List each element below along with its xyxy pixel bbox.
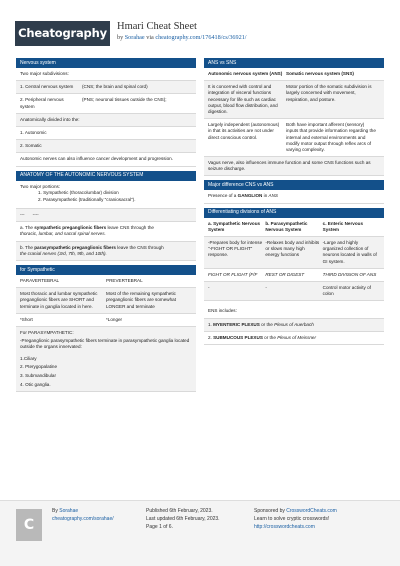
cell: Somatic nervous system (SNS) (286, 71, 354, 76)
cell: a. Sympathetic Nervous System (208, 220, 261, 232)
cell: Both have important afferent (sensory) inputs that provide information regarding the internal and external environments and modify motor output through reflex arcs of varying complexity. (286, 122, 376, 152)
footer-dates (146, 508, 220, 531)
cell: THIRD DIVISION OF ANS (322, 271, 377, 277)
cell: *Longer (106, 316, 123, 322)
section-row: Autonomic nerves can also influence cancer development and progression. (16, 153, 196, 166)
list-item: 2. Parasympathetic (traditionally "craniosacral"). (38, 197, 136, 203)
cell: Motor portion of the somatic subdivision is largely concerned with movement, respiration, and posture. (286, 84, 372, 102)
text: For PARASYMPATHETIC: (20, 329, 74, 335)
section-nervous-system (16, 58, 196, 167)
cell: - (265, 284, 267, 290)
cell: PARAVERTEBRAL (20, 278, 60, 283)
section-header: Differentiating divisions of ANS (204, 208, 384, 218)
portion-list (20, 190, 192, 204)
text: SUBMUCOUS PLEXUS (213, 334, 263, 340)
section-row (204, 119, 384, 157)
author-avatar[interactable]: C (16, 509, 42, 541)
cell: -Prepares body for intense "-FIGHT OR FLIGHT" response. (208, 240, 263, 258)
cell: Largely independent (autonomous) in that its activities are not under direct conscious control. (208, 122, 280, 140)
list-item: 2. Pterygopalatine (20, 364, 58, 370)
text: b. The (20, 244, 35, 250)
section-row (204, 68, 384, 81)
text: 1. (208, 321, 214, 327)
footer-by (52, 508, 114, 516)
title-block (117, 21, 247, 42)
cell: - (208, 284, 210, 290)
cell: It is concerned with control and integration of visceral functions necessary for life such as cardiac output, blood flow distribution, and digestion. (208, 84, 278, 114)
section-ens (204, 305, 384, 345)
sheet-url-link[interactable]: cheatography.com/176418/cs/36921/ (155, 33, 247, 41)
section-header: ANATOMY OF THE AUTONOMIC NERVOUS SYSTEM (16, 171, 196, 181)
cell: 1. Central nervous system (20, 84, 74, 90)
section-major-difference (204, 180, 384, 203)
section-for-sympathetic (16, 265, 196, 392)
section-row: 2. Somatic (16, 140, 196, 153)
cell: Control motor activity of colon (322, 284, 371, 297)
cell: c. Enteric Nervous System (322, 220, 363, 232)
byline-by: by (117, 33, 125, 41)
section-row (16, 327, 196, 392)
section-row (16, 81, 196, 94)
text: sympathetic preganglionic fibers (34, 225, 107, 231)
text: Sponsored by (254, 508, 287, 514)
footer-sponsor (254, 508, 337, 531)
text: -Preganglionic parasympathetic fibers terminate in parasympathetic ganglia located outside the organs innervated: (20, 338, 190, 350)
section-row (204, 282, 384, 301)
sponsor-tagline: Learn to solve cryptic crosswords! (254, 515, 330, 522)
section-ans-vs-sns (204, 58, 384, 176)
left-column (16, 58, 196, 396)
section-row (204, 332, 384, 345)
list-item: 1. Sympathetic (thoracolumbar) division (38, 189, 119, 195)
text: Two major portions: (20, 183, 61, 189)
text: ---- (32, 212, 39, 218)
section-row: ENS includes: (204, 305, 384, 318)
cell: Autonomic nervous system (ANS) (208, 71, 283, 76)
text: parasympathetic preganglionic fibers (34, 244, 116, 250)
text: 2. (208, 334, 214, 340)
cell: (PNS; neuronal tissues outside the CNS); (82, 97, 167, 103)
sponsor-url[interactable]: http://crosswordcheats.com (254, 523, 315, 530)
section-divisions-ans (204, 208, 384, 302)
section-row (16, 242, 196, 261)
section-row (204, 319, 384, 332)
text: a. The (20, 225, 35, 231)
section-header: ANS vs SNS (204, 58, 384, 68)
section-row (16, 314, 196, 327)
text: Plexus of Auerbach (274, 321, 314, 327)
cell: -Relaxes body and inhibits or slows many high energy functions (265, 240, 320, 258)
text: in (262, 193, 269, 199)
section-row (16, 222, 196, 241)
text: Presence of a (208, 193, 238, 199)
section-row (204, 237, 384, 269)
section-row: 1. Autonomic (16, 127, 196, 140)
cell: 2. Peripheral nervous system (20, 97, 64, 109)
byline (117, 34, 247, 42)
published-date: Published 6th February, 2023. (146, 508, 213, 514)
section-row (204, 81, 384, 119)
text: thoracic, lumbar, and sacral spinal nerves. (20, 231, 106, 237)
text: GANGLION (237, 193, 263, 199)
section-header: Major difference CNS vs ANS (204, 180, 384, 190)
cell: Most of the remaining sympathetic preganglionic fibers are somewhat LONGER and terminate (106, 291, 176, 309)
cell: b. Parasympathetic Nervous System (265, 220, 308, 232)
page-footer (0, 500, 400, 566)
list-item: 1.Ciliary (20, 355, 37, 361)
text: --- (20, 212, 25, 218)
text: Plexus of Meissner (277, 334, 317, 340)
section-row: Anatomically divided into the: (16, 114, 196, 127)
section-header: for Sympathetic (16, 265, 196, 275)
section-header: Nervous system (16, 58, 196, 68)
section-row (204, 218, 384, 237)
footer-author (52, 508, 114, 524)
ganglia-list (20, 356, 192, 388)
section-row (16, 275, 196, 288)
footer-author-link[interactable]: Sorahae (59, 508, 79, 514)
section-row (16, 94, 196, 113)
right-column (204, 58, 384, 349)
section-row (16, 288, 196, 314)
text: MYENTERIC PLEXUS (213, 321, 260, 327)
updated-date: Last updated 6th February, 2023. (146, 515, 220, 522)
section-row (204, 269, 384, 282)
page-header (0, 0, 400, 50)
footer-author-url[interactable]: cheatography.com/sorahae/ (52, 515, 114, 522)
cell: *Short (20, 316, 33, 322)
author-link[interactable]: Sorahae (124, 33, 145, 41)
section-row: Two major subdivisions: (16, 68, 196, 81)
cell: (CNS; the brain and spinal cord) (82, 84, 148, 90)
text: ANS (268, 193, 278, 199)
cell: REST OR DIGEST (265, 271, 305, 277)
text: or the (259, 321, 275, 327)
text: leave the CNS through (115, 244, 164, 250)
list-item: 4. Otic ganglia. (20, 381, 51, 387)
section-row (16, 181, 196, 210)
cell: FIGHT OR FLIGHT (F/F (208, 271, 258, 277)
list-item: 3. Submandibular (20, 372, 57, 378)
text: or the (262, 334, 278, 340)
section-row (204, 190, 384, 203)
cell: Most thoracic and lumbar sympathetic preganglionic fibers are SHORT and terminate in ganglia located in here. (20, 291, 98, 309)
page-title: Hmari Cheat Sheet (117, 21, 197, 32)
section-anatomy (16, 171, 196, 262)
cell: -Large and highly organized collection of neurons located in walls of GI system. (322, 240, 377, 264)
text: leave CNS through the (106, 225, 154, 231)
section-row (16, 209, 196, 222)
logo-text: Cheatography (18, 25, 107, 40)
text: By (52, 508, 60, 514)
sponsor-link[interactable]: CrosswordCheats.com (286, 508, 337, 514)
section-row: Vagus nerve, also influences immune function and some CNS functions such as seizure discharge. (204, 157, 384, 176)
cell: PREVERTEBRAL (106, 278, 143, 283)
text: the cranial nerves (3rd, 7th, 9th, and 10th). (20, 250, 107, 256)
page-number: Page 1 of 6. (146, 523, 173, 530)
cheatography-logo[interactable] (15, 21, 110, 46)
byline-via: via (144, 33, 156, 41)
